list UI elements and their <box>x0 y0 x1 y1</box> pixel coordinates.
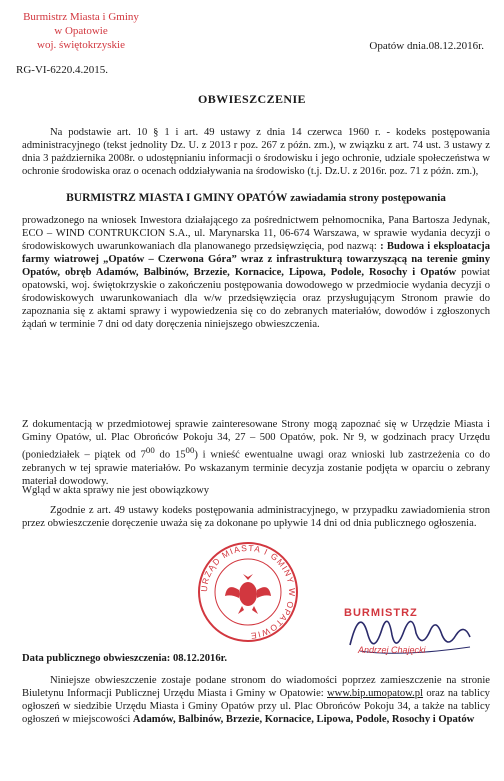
legal-basis-paragraph: Na podstawie art. 10 § 1 i art. 49 ustawy z dnia 14 czerwca 1960 r. - kodeks postępowania administracyjnego (tekst jednolity Dz. U. z 2013 r poz. 267 z późn. zm.), w związku z art. 74 ust. 3 ustawy z dnia 3 października 2008r. o udostępnianiu informacji o środowisku i jego ochronie, udziale społeczeństwa w ochronie środowiska oraz o ocenach oddziaływania na środowisko (t.j. Dz.U. z 2016r. poz. 71 z późn. zm.), <box>22 127 490 177</box>
announcer-rest: zawiadamia strony postępowania <box>287 192 446 204</box>
proceedings-intro: prowadzonego na wniosek Inwestora działającego za pośrednictwem pełnomocnika, Pana Bartosza Jedynak, ECO – WIND CONTRUKCION S.A., ul. Marynarska 11, 06-674 Warszawa, w sprawie wydania decyzji o środowiskowych uwarunkowaniach dla planowanego przedsięwzięcia, pod nazwą: <box>22 215 490 252</box>
office-stamp-line: Burmistrz Miasta i Gminy <box>23 11 139 23</box>
office-round-stamp <box>196 540 300 644</box>
announcer-line <box>22 192 490 205</box>
villages-list: Adamów, Balbinów, Brzezie, Kornacice, Lipowa, Podole, Rosochy i Opatów <box>132 714 475 725</box>
mayor-name: Andrzej Chajęcki <box>358 645 426 655</box>
publication-text-a: Niniejsze obwieszczenie zostaje podane stronom do wiadomości poprzez zamieszczenie na stronie Biuletynu Informacji Publicznej Urzędu Miasta i Gminy w Opatowie: <box>22 675 490 699</box>
proceedings-paragraph <box>22 214 490 331</box>
delivery-paragraph: Zgodnie z art. 49 ustawy kodeks postępowania administracyjnego, w przypadku zawiadomienia stron przez obwieszczenie doręczenie uważa się za dokonane po upływie 14 dni od dnia publicznego ogłoszenia. <box>22 505 490 529</box>
mayor-stamp-title: BURMISTRZ <box>344 607 418 619</box>
documentation-text-b: do 15 <box>154 449 186 461</box>
documentation-paragraph <box>22 418 490 488</box>
hour-sup: 00 <box>185 445 195 455</box>
project-name: : Budowa i eksploatacja farmy wiatrowej „Opatów – Czerwona Góra” wraz z infrastrukturą towarzyszącą na terenie gminy Opatów, obręb Adamów, Balbinów, Brzezie, Kornacice, Lipowa, Podole, Rosochy i Opatów <box>22 241 491 278</box>
document-title: OBWIESZCZENIE <box>198 92 306 106</box>
round-stamp-text: URZĄD MIASTA I GMINY W OPATOWIE <box>198 542 298 642</box>
documentation-text-a: Z dokumentacją w przedmiotowej sprawie zainteresowane Strony mogą zapoznać się w Urzędzie Miasta i Gminy Opatów, ul. Plac Obrońców Pokoju 34, 27 – 500 Opatów, pok. Nr 9, w godzinach pracy Urzędu (poniedziałek – piątek od 7 <box>22 419 490 461</box>
publication-date-line <box>22 652 490 665</box>
publication-text-b: oraz na tablicy ogłoszeń w siedzibie Urzędu Miasta i Gminy Opatów przy ul. Plac Obrońców Pokoju 34, a także na tablicy ogłoszeń w miejscowości <box>22 688 490 725</box>
office-stamp-line: w Opatowie <box>54 25 108 37</box>
office-stamp-line: woj. świętokrzyskie <box>37 39 125 51</box>
document-date: Opatów dnia.08.12.2016r. <box>369 40 484 52</box>
inspection-note: Wgląd w akta sprawy nie jest obowiązkowy <box>22 485 210 496</box>
announcer-name: BURMISTRZ MIASTA I GMINY OPATÓW <box>66 192 288 204</box>
publication-label: Data publicznego obwieszczenia: <box>22 653 171 664</box>
office-stamp <box>6 10 156 52</box>
reference-number: RG-VI-6220.4.2015. <box>16 64 108 76</box>
hour-sup: 00 <box>145 445 155 455</box>
publication-date: 08.12.2016r. <box>170 653 228 664</box>
bip-link[interactable]: www.bip.umopatow.pl <box>327 688 424 699</box>
publication-paragraph <box>22 674 490 726</box>
eagle-emblem-icon <box>225 574 271 614</box>
documentation-text-c: ) i wnieść ewentualne uwagi oraz wnioski lub zastrzeżenia co do zebranych w tej sprawie materiałów. Po wskazanym terminie decyzja zostanie podjęta w oparciu o zebrany materiał dowodowy. <box>22 449 490 487</box>
proceedings-rest: powiat opatowski, woj. świętokrzyskie o zakończeniu postępowania dowodowego w przedmiocie wydania decyzji o środowiskowych uwarunkowaniach dla w/w przedsięwzięcia oraz przysługującym Stronom prawie do zapoznania się z aktami sprawy i wypowiedzenia się co do zebranych materiałów, dowodów i zgłoszonych żądań w terminie 7 dni od daty doręczenia niniejszego obwieszczenia. <box>22 267 491 330</box>
